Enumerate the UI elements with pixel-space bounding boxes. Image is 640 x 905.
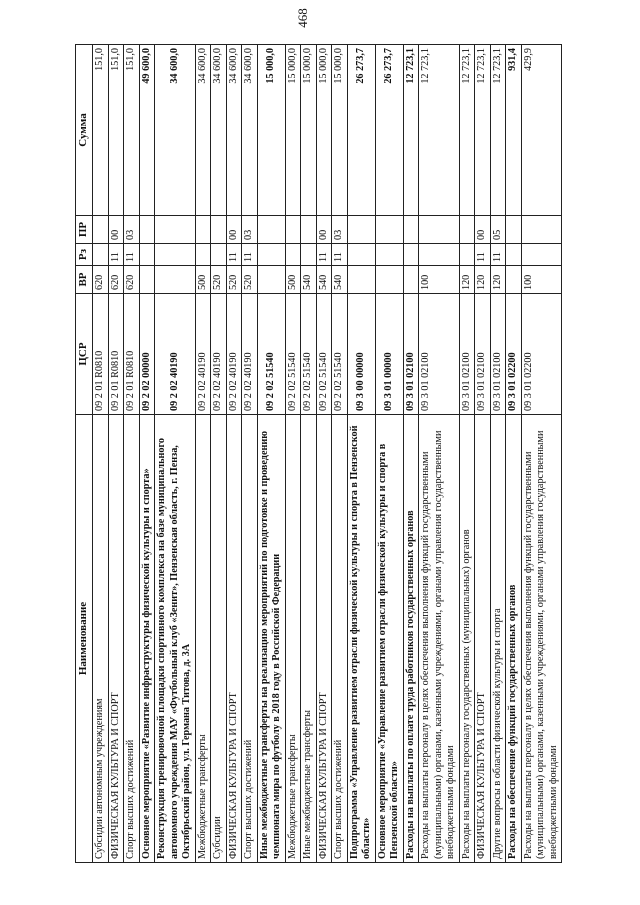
cell-pr: 00	[475, 216, 491, 244]
cell-rz	[301, 244, 317, 266]
cell-pr: 03	[332, 216, 348, 244]
cell-name: Подпрограмма «Управление развитием отрасли физической культуры и спорта в Пензенской области»	[347, 415, 375, 863]
cell-vr: 620	[108, 266, 124, 294]
cell-csr: 09 2 02 51540	[285, 294, 301, 415]
cell-rz	[285, 244, 301, 266]
cell-rz: 11	[332, 244, 348, 266]
cell-pr: 05	[490, 216, 506, 244]
cell-sum: 151,0	[93, 45, 109, 216]
cell-rz: 11	[316, 244, 332, 266]
cell-pr: 00	[226, 216, 242, 244]
cell-name: Основное мероприятие «Управление развитием отрасли физической культуры и спорта в Пензенской области»	[375, 415, 403, 863]
cell-pr	[155, 216, 196, 244]
cell-pr	[285, 216, 301, 244]
budget-table-rotated	[75, 45, 585, 863]
cell-vr: 500	[195, 266, 211, 294]
cell-pr	[459, 216, 475, 244]
cell-rz	[195, 244, 211, 266]
cell-csr: 09 2 01 R0810	[93, 294, 109, 415]
cell-pr: 03	[124, 216, 140, 244]
cell-pr	[347, 216, 375, 244]
table-row	[332, 45, 348, 863]
cell-sum: 12 723,1	[459, 45, 475, 216]
cell-sum: 15 000,0	[332, 45, 348, 216]
cell-pr	[93, 216, 109, 244]
cell-name: Другие вопросы в области физической культуры и спорта	[490, 415, 506, 863]
cell-vr: 120	[459, 266, 475, 294]
cell-rz	[506, 244, 522, 266]
cell-name: Реконструкция тренировочной площадки спортивного комплекса на базе муниципального автономного учреждения МАУ «Футбольный клуб «Зенит», Пензенская область, г. Пенза, Октябрьский район, ул. Германа Титова, д. 3А	[155, 415, 196, 863]
cell-csr: 09 3 01 02100	[459, 294, 475, 415]
table-row	[257, 45, 285, 863]
cell-sum: 34 600,0	[155, 45, 196, 216]
table-row	[155, 45, 196, 863]
table-row	[347, 45, 375, 863]
cell-name: Спорт высших достижений	[124, 415, 140, 863]
cell-pr	[139, 216, 155, 244]
cell-sum: 34 600,0	[195, 45, 211, 216]
cell-sum: 26 273,7	[347, 45, 375, 216]
cell-name: Спорт высших достижений	[242, 415, 258, 863]
cell-sum: 931,4	[506, 45, 522, 216]
cell-pr	[506, 216, 522, 244]
cell-sum: 151,0	[108, 45, 124, 216]
cell-name: Межбюджетные трансферты	[195, 415, 211, 863]
cell-csr: 09 3 01 02200	[506, 294, 522, 415]
cell-vr: 120	[475, 266, 491, 294]
table-header-row	[76, 45, 93, 863]
header-rz: Рз	[76, 244, 93, 266]
table-row	[301, 45, 317, 863]
cell-vr	[139, 266, 155, 294]
table-row	[242, 45, 258, 863]
budget-table	[75, 44, 562, 863]
cell-csr: 09 2 01 R0810	[124, 294, 140, 415]
cell-csr: 09 3 01 02100	[403, 294, 419, 415]
table-row	[375, 45, 403, 863]
cell-pr	[195, 216, 211, 244]
cell-vr	[403, 266, 419, 294]
cell-name: Субсидии автономным учреждениям	[93, 415, 109, 863]
cell-name: Иные межбюджетные трансферты	[301, 415, 317, 863]
table-row	[506, 45, 522, 863]
cell-pr	[521, 216, 562, 244]
cell-vr: 500	[285, 266, 301, 294]
table-row	[93, 45, 109, 863]
cell-name: ФИЗИЧЕСКАЯ КУЛЬТУРА И СПОРТ	[226, 415, 242, 863]
cell-pr	[257, 216, 285, 244]
cell-name: ФИЗИЧЕСКАЯ КУЛЬТУРА И СПОРТ	[475, 415, 491, 863]
table-row	[211, 45, 227, 863]
cell-name: Расходы на выплаты персоналу в целях обеспечения выполнения функций государственными (муниципальными) органами, казенными учреждениями, органами управления государственными внебюджетными фондами	[521, 415, 562, 863]
cell-vr	[347, 266, 375, 294]
table-row	[226, 45, 242, 863]
cell-rz	[403, 244, 419, 266]
cell-sum: 15 000,0	[285, 45, 301, 216]
header-pr: ПР	[76, 216, 93, 244]
cell-sum: 15 000,0	[257, 45, 285, 216]
cell-pr	[211, 216, 227, 244]
cell-pr	[419, 216, 460, 244]
cell-csr: 09 2 02 40190	[242, 294, 258, 415]
cell-rz	[211, 244, 227, 266]
cell-rz	[93, 244, 109, 266]
table-row	[490, 45, 506, 863]
header-csr: ЦСР	[76, 294, 93, 415]
cell-csr: 09 3 01 02100	[475, 294, 491, 415]
cell-pr	[301, 216, 317, 244]
cell-csr: 09 2 02 00000	[139, 294, 155, 415]
cell-sum: 429,9	[521, 45, 562, 216]
header-vr: ВР	[76, 266, 93, 294]
cell-vr: 520	[242, 266, 258, 294]
cell-vr: 620	[93, 266, 109, 294]
table-row	[124, 45, 140, 863]
cell-csr: 09 2 01 R0810	[108, 294, 124, 415]
cell-rz: 11	[124, 244, 140, 266]
cell-csr: 09 2 02 51540	[301, 294, 317, 415]
cell-vr: 100	[521, 266, 562, 294]
cell-csr: 09 3 01 00000	[375, 294, 403, 415]
cell-rz	[521, 244, 562, 266]
cell-csr: 09 2 02 51540	[316, 294, 332, 415]
cell-vr: 620	[124, 266, 140, 294]
cell-name: Расходы на обеспечение функций государственных органов	[506, 415, 522, 863]
table-row	[521, 45, 562, 863]
cell-sum: 34 600,0	[242, 45, 258, 216]
cell-sum: 12 723,1	[475, 45, 491, 216]
cell-name: Иные межбюджетные трансферты на реализацию мероприятий по подготовке и проведению чемпионата мира по футболу в 2018 году в Российской Федерации	[257, 415, 285, 863]
cell-csr: 09 3 01 02200	[521, 294, 562, 415]
cell-rz	[155, 244, 196, 266]
cell-rz	[419, 244, 460, 266]
cell-sum: 49 600,0	[139, 45, 155, 216]
cell-vr	[506, 266, 522, 294]
cell-name: Субсидии	[211, 415, 227, 863]
table-row	[139, 45, 155, 863]
cell-name: Расходы на выплаты по оплате труда работников государственных органов	[403, 415, 419, 863]
cell-sum: 34 600,0	[226, 45, 242, 216]
cell-rz	[257, 244, 285, 266]
cell-csr: 09 2 02 40190	[226, 294, 242, 415]
cell-rz: 11	[242, 244, 258, 266]
cell-sum: 12 723,1	[419, 45, 460, 216]
table-row	[419, 45, 460, 863]
cell-name: ФИЗИЧЕСКАЯ КУЛЬТУРА И СПОРТ	[316, 415, 332, 863]
cell-name: Основное мероприятие «Развитие инфраструктуры физической культуры и спорта»	[139, 415, 155, 863]
page-number: 468	[294, 8, 310, 28]
table-body	[93, 45, 562, 863]
cell-rz	[139, 244, 155, 266]
cell-pr: 00	[108, 216, 124, 244]
cell-vr	[375, 266, 403, 294]
table-row	[316, 45, 332, 863]
cell-sum: 34 600,0	[211, 45, 227, 216]
cell-vr	[155, 266, 196, 294]
cell-rz: 11	[490, 244, 506, 266]
cell-sum: 26 273,7	[375, 45, 403, 216]
cell-csr: 09 2 02 51540	[332, 294, 348, 415]
cell-vr: 520	[226, 266, 242, 294]
cell-pr	[403, 216, 419, 244]
cell-rz: 11	[226, 244, 242, 266]
cell-vr: 540	[316, 266, 332, 294]
table-row	[403, 45, 419, 863]
cell-vr: 540	[332, 266, 348, 294]
cell-csr: 09 2 02 40190	[155, 294, 196, 415]
cell-csr: 09 2 02 51540	[257, 294, 285, 415]
table-row	[475, 45, 491, 863]
cell-name: Межбюджетные трансферты	[285, 415, 301, 863]
cell-name: Спорт высших достижений	[332, 415, 348, 863]
cell-name: Расходы на выплаты персоналу государственных (муниципальных) органов	[459, 415, 475, 863]
cell-sum: 15 000,0	[316, 45, 332, 216]
cell-csr: 09 3 01 02100	[490, 294, 506, 415]
table-row	[285, 45, 301, 863]
cell-name: Расходы на выплаты персоналу в целях обеспечения выполнения функций государственными (муниципальными) органами, казенными учреждениями, органами управления государственными внебюджетными фондами	[419, 415, 460, 863]
cell-pr	[375, 216, 403, 244]
cell-csr: 09 2 02 40190	[195, 294, 211, 415]
cell-rz: 11	[108, 244, 124, 266]
cell-vr: 100	[419, 266, 460, 294]
cell-rz	[375, 244, 403, 266]
cell-csr: 09 3 00 00000	[347, 294, 375, 415]
cell-csr: 09 2 02 40190	[211, 294, 227, 415]
cell-sum: 12 723,1	[490, 45, 506, 216]
cell-name: ФИЗИЧЕСКАЯ КУЛЬТУРА И СПОРТ	[108, 415, 124, 863]
header-sum: Сумма	[76, 45, 93, 216]
cell-csr: 09 3 01 02100	[419, 294, 460, 415]
table-row	[459, 45, 475, 863]
table-row	[195, 45, 211, 863]
cell-sum: 15 000,0	[301, 45, 317, 216]
cell-pr: 03	[242, 216, 258, 244]
header-name: Наименование	[76, 415, 93, 863]
cell-rz	[347, 244, 375, 266]
cell-pr: 00	[316, 216, 332, 244]
cell-vr: 520	[211, 266, 227, 294]
cell-sum: 12 723,1	[403, 45, 419, 216]
cell-vr: 540	[301, 266, 317, 294]
table-row	[108, 45, 124, 863]
cell-vr: 120	[490, 266, 506, 294]
cell-rz: 11	[475, 244, 491, 266]
cell-vr	[257, 266, 285, 294]
cell-rz	[459, 244, 475, 266]
cell-sum: 151,0	[124, 45, 140, 216]
